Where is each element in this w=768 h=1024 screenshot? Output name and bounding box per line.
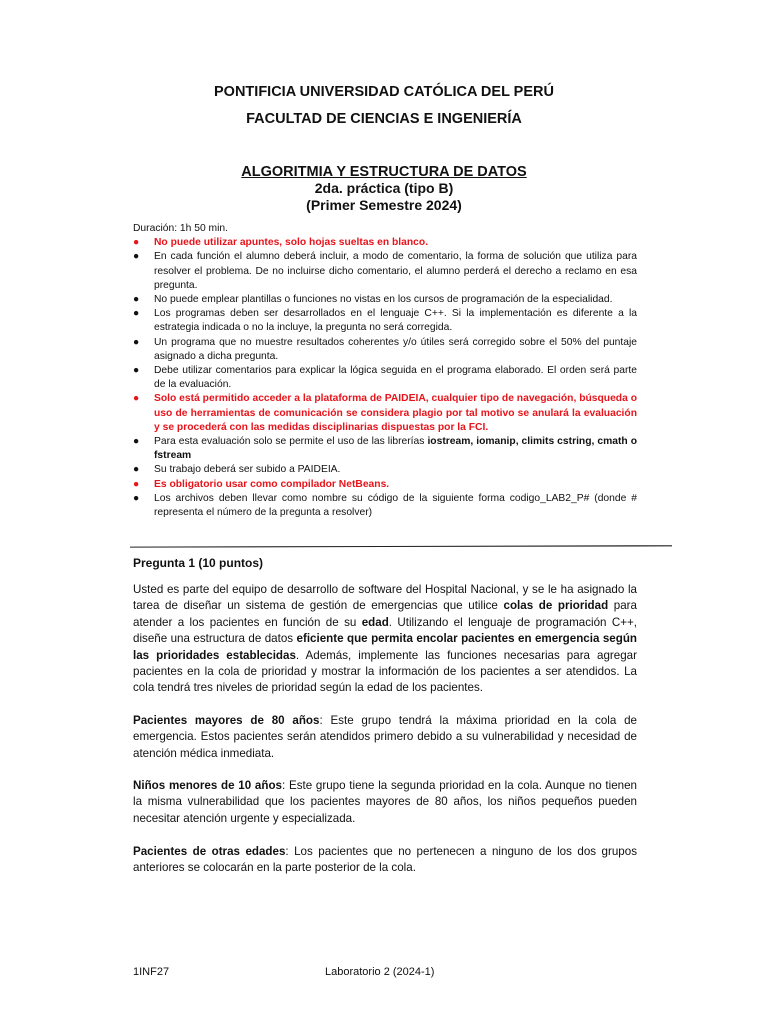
rule-text: Debe utilizar comentarios para explicar la lógica seguida en el programa elaborado. El orden será parte de la evaluación. [154,365,637,391]
bullet-icon: ● [133,251,140,263]
bullet-icon: ● [133,436,140,448]
semester-title: (Primer Semestre 2024) [306,197,462,213]
bullet-icon: ● [133,464,140,476]
rule-text: Un programa que no muestre resultados coherentes y/o útiles será corregido sobre el 50% del puntaje asignado a dicha pregunta. [154,336,637,362]
bullet-icon: ● [133,308,140,320]
rule-item [133,392,637,435]
bullet-icon: ● [133,237,140,249]
rule-item [133,250,637,293]
rule-item [133,336,637,364]
rule-text: Su trabajo deberá ser subido a PAIDEIA. [154,464,341,476]
question-intro: Usted es parte del equipo de desarrollo de software del Hospital Nacional, y se le ha asignado la tarea de diseñar un sistema de gestión de emergencias que utilice colas de prioridad para atender a los pacientes en función de su edad. Utilizando el lenguaje de programación C++, diseñe una estructura de datos eficiente que permita encolar pacientes en emergencia según las prioridades establecidas. Además, implemente las funciones necesarias para agregar pacientes en la cola de prioridad y mostrar la información de los pacientes a ser atendidos. La cola tendrá tres niveles de prioridad según la edad de los pacientes. [133,583,637,695]
footer-course-code: 1INF27 [133,966,170,978]
rule-item [133,364,637,392]
bullet-icon: ● [133,492,140,504]
rule-item [133,293,637,307]
bullet-icon: ● [133,393,140,405]
bullet-icon: ● [133,478,140,490]
rule-item [133,435,637,463]
faculty-title: FACULTAD DE CIENCIAS E INGENIERÍA [246,111,522,127]
university-title: PONTIFICIA UNIVERSIDAD CATÓLICA DEL PERÚ [214,84,554,100]
rule-item [133,492,637,520]
rule-text: No puede emplear plantillas o funciones no vistas en los cursos de programación de la especialidad. [154,294,613,306]
rules-list [133,236,637,520]
rule-item [133,478,637,492]
course-title: ALGORITMIA Y ESTRUCTURA DE DATOS [241,164,527,180]
practice-title: 2da. práctica (tipo B) [314,180,454,196]
priority-children: Niños menores de 10 años: Este grupo tiene la segunda prioridad en la cola. Aunque no tienen la misma vulnerabilidad que los pacientes mayores de 80 años, los niños pequeños pueden necesitar atención urgente y especializada. [133,779,637,825]
priority-elderly: Pacientes mayores de 80 años: Este grupo tendrá la máxima prioridad en la cola de emergencia. Estos pacientes serán atendidos primero debido a su vulnerabilidad y necesidad de atención médica inmediata. [133,714,637,760]
rule-item [133,236,637,250]
rule-text: No puede utilizar apuntes, solo hojas sueltas en blanco. [154,237,429,249]
rule-text: Para esta evaluación solo se permite el uso de las librerías [154,436,428,448]
rule-text: Es obligatorio usar como compilador NetBeans. [154,478,390,490]
rule-libraries: iostream, iomanip, climits cstring, cmath o fstream [154,436,637,462]
priority-others: Pacientes de otras edades: Los pacientes que no pertenecen a ninguno de los dos grupos anteriores se colocarán en la parte posterior de la cola. [133,845,637,875]
rule-text: Solo está permitido acceder a la plataforma de PAIDEIA, cualquier tipo de navegación, búsqueda o uso de herramientas de comunicación se considera plagio por tal motivo se anulará la evaluación y se procederá con las medidas disciplinarias dispuestas por la FCI. [154,393,637,433]
footer-lab-label: Laboratorio 2 (2024-1) [325,966,435,978]
question-title: Pregunta 1 (10 puntos) [133,556,264,570]
bullet-icon: ● [133,336,140,348]
rule-text: Los programas deben ser desarrollados en el lenguaje C++. Si la implementación es diferente a la estrategia indicada o no la incluye, la pregunta no será corregida. [154,308,637,334]
rule-text: Los archivos deben llevar como nombre su código de la siguiente forma codigo_LAB2_P# (donde # representa el número de la pregunta a resolver) [154,492,637,519]
bullet-icon: ● [133,365,140,377]
rule-text: En cada función el alumno deberá incluir, a modo de comentario, la forma de solución que utiliza para resolver el problema. De no incluirse dicho comentario, el alumno perderá el derecho a reclamo en esa pregunta. [154,251,637,291]
bullet-icon: ● [133,294,140,306]
rule-item [133,307,637,335]
rule-item [133,463,637,477]
exam-rules [133,222,637,520]
duration-text: Duración: 1h 50 min. [133,223,229,234]
section-divider [130,544,672,549]
